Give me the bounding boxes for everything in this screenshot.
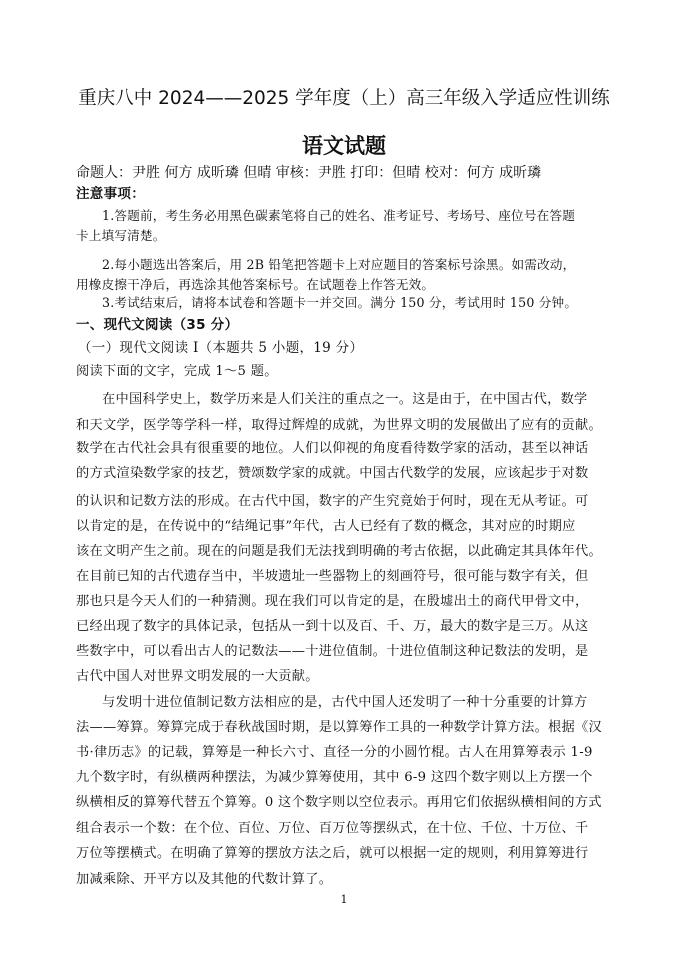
- passage-line: 加减乘除、开平方以及其他的代数计算了。: [76, 872, 333, 887]
- passage-line: 古代中国人对世界文明发展的一大贡献。: [76, 669, 319, 684]
- passage-line: 已经出现了数字的具体记录，包括从一到十以及百、千、万，最大的数字是三万。从这: [76, 619, 589, 634]
- passage-line: 以肯定的是，在传说中的“结绳记事”年代，古人已经有了数的概念，其对应的时期应: [76, 519, 576, 534]
- section-subheading: （一）现代文阅读 I（本题共 5 小题，19 分）: [78, 340, 364, 356]
- passage-line: 该在文明产生之前。现在的问题是我们无法找到明确的考古依据，以此确定其具体年代。: [76, 544, 603, 559]
- section-instruction: 阅读下面的文字，完成 1～5 题。: [76, 364, 278, 379]
- passage-line: 书·律历志》的记载，算筹是一种长六寸、直径一分的小圆竹棍。古人在用算筹表示 1-9: [76, 745, 593, 760]
- passage-line: 数学在古代社会具有很重要的地位。人们以仰视的角度看待数学家的活动，甚至以神话: [76, 441, 589, 456]
- passage-line: 和天文学，医学等学科一样，取得过辉煌的成就，为世界文明的发展做出了应有的贡献。: [76, 418, 603, 433]
- notice-line: 用橡皮擦干净后，再选涂其他答案标号。在试题卷上作答无效。: [76, 277, 435, 292]
- passage-line: 在目前已知的古代遗存当中，半坡遗址一些器物上的刻画符号，很可能与数字有关，但: [76, 569, 589, 584]
- school-title: 重庆八中 2024——2025 学年度（上）高三年级入学适应性训练: [78, 88, 610, 109]
- passage-line: 的方式渲染数学家的技艺，赞颂数学家的成就。中国古代数学的发展，应该起步于对数: [76, 466, 589, 481]
- notice-heading: 注意事项：: [76, 186, 145, 202]
- page-number: 1: [340, 893, 348, 906]
- passage-line: 那也只是今天人们的一种猜测。现在我们可以肯定的是，在殷墟出土的商代甲骨文中，: [76, 594, 589, 609]
- passage-line: 与发明十进位值制记数方法相应的是，古代中国人还发明了一种十分重要的计算方: [102, 695, 588, 710]
- subject-title: 语文试题: [302, 134, 386, 158]
- passage-line: 纵横相反的算筹代替五个算筹。0 这个数字则以空位表示。再用它们依据纵横相间的方式: [76, 795, 602, 810]
- section-heading: 一、现代文阅读（35 分）: [76, 317, 239, 333]
- notice-line: 2.每小题选出答案后，用 2B 铅笔把答题卡上对应题目的答案标号涂黑。如需改动，: [102, 257, 576, 272]
- staff-line: 命题人：尹胜 何方 成昕璘 但晴 审核：尹胜 打印：但晴 校对：何方 成昕璘: [76, 165, 542, 181]
- notice-line: 1.答题前，考生务必用黑色碳素笔将自己的姓名、准考证号、考场号、座位号在答题: [102, 208, 575, 223]
- passage-line: 法——筹算。筹算完成于春秋战国时期，是以算筹作工具的一种数学计算方法。根据《汉: [76, 720, 603, 735]
- passage-line: 组合表示一个数：在个位、百位、万位、百万位等摆纵式，在十位、千位、十万位、千: [76, 821, 589, 836]
- notice-line: 3.考试结束后，请将本试卷和答题卡一并交回。满分 150 分，考试用时 150 分钟。: [102, 295, 578, 310]
- passage-line: 在中国科学史上，数学历来是人们关注的重点之一。这是由于，在中国古代，数学: [102, 392, 588, 407]
- passage-line: 些数字中，可以看出古人的记数法——十进位值制。十进位值制这种记数法的发明，是: [76, 644, 589, 659]
- passage-line: 万位等摆横式。在明确了算筹的摆放方法之后，就可以根据一定的规则，利用算筹进行: [76, 846, 589, 861]
- notice-line: 卡上填写清楚。: [76, 228, 166, 243]
- passage-line: 九个数字时，有纵横两种摆法，为减少算筹使用，其中 6-9 这四个数字则以上方摆一个: [76, 770, 593, 785]
- passage-line: 的认识和记数方法的形成。在古代中国，数字的产生究竟始于何时，现在无从考证。可: [76, 494, 589, 509]
